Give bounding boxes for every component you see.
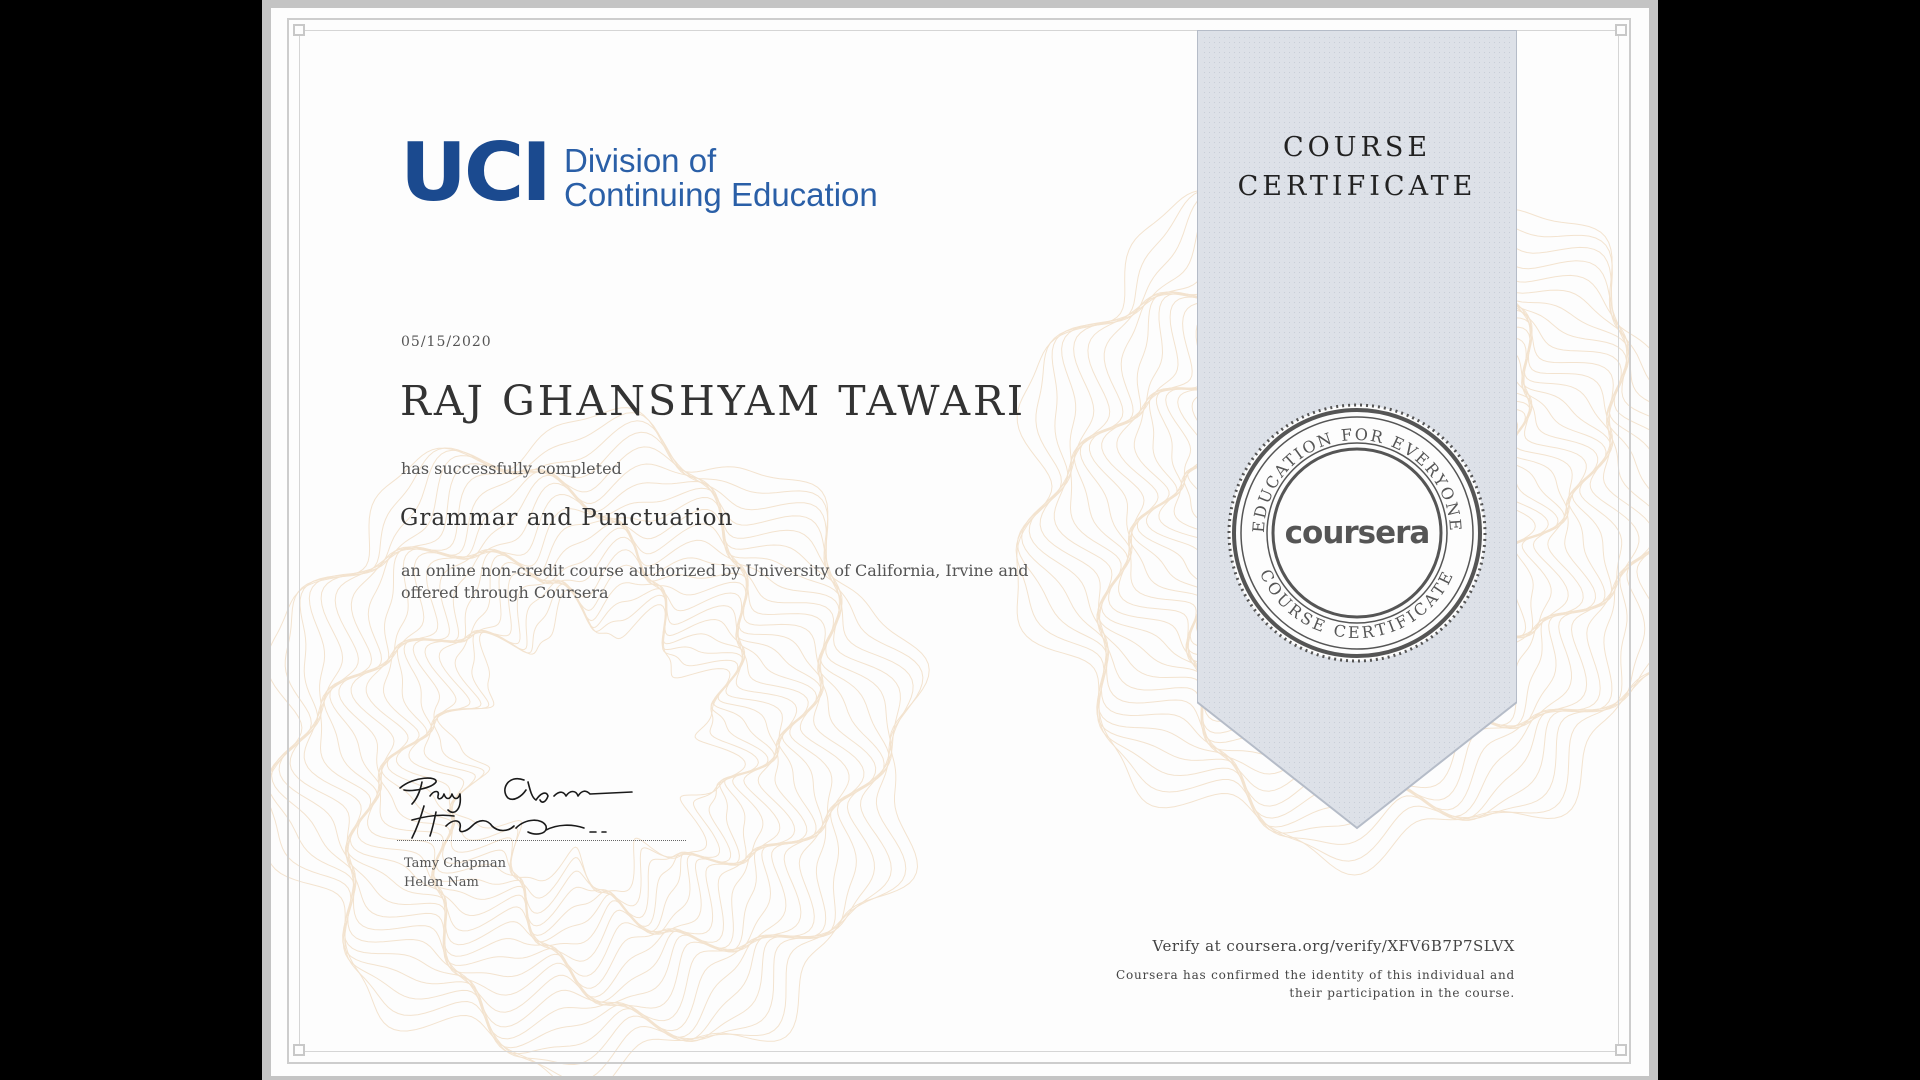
coursera-seal	[1227, 403, 1487, 663]
verification-note-line-1: Coursera has confirmed the identity of this individual and	[1116, 968, 1515, 982]
issue-date: 05/15/2020	[401, 334, 492, 350]
coursera-logo: coursera	[1284, 515, 1430, 551]
completion-statement: has successfully completed	[401, 459, 622, 478]
certificate-sheet	[262, 0, 1658, 1080]
signer-name-2: Helen Nam	[404, 875, 479, 890]
uci-logo-mark: UCI	[400, 126, 549, 219]
certificate-paper	[271, 8, 1649, 1076]
seal-top-text: EDUCATION FOR EVERYONE	[1248, 424, 1466, 534]
recipient-name: RAJ GHANSHYAM TAWARI	[400, 377, 1027, 425]
ribbon-title-line-1: COURSE	[1282, 132, 1432, 163]
course-name: Grammar and Punctuation	[400, 505, 734, 531]
ribbon-title-line-2: CERTIFICATE	[1237, 171, 1477, 202]
corner-ornament-bottom-right	[1615, 1044, 1627, 1056]
corner-ornament-bottom-left	[293, 1044, 305, 1056]
signature-image	[396, 770, 686, 842]
verification-note-line-2: their participation in the course.	[1289, 986, 1515, 1000]
signer-name-1: Tamy Chapman	[404, 856, 507, 871]
signature-line	[397, 840, 686, 841]
seal-bottom-text: COURSE CERTIFICATE	[1255, 566, 1459, 643]
corner-ornament-top-right	[1615, 24, 1627, 36]
uci-logo-division-line-2: Continuing Education	[564, 176, 878, 213]
corner-ornament-top-left	[293, 24, 305, 36]
uci-logo-division-line-1: Division of	[564, 142, 717, 179]
verification-url: Verify at coursera.org/verify/XFV6B7P7SLVX	[1152, 937, 1515, 955]
course-description: an online non-credit course authorized by University of California, Irvine and offered through Coursera	[401, 561, 1029, 602]
